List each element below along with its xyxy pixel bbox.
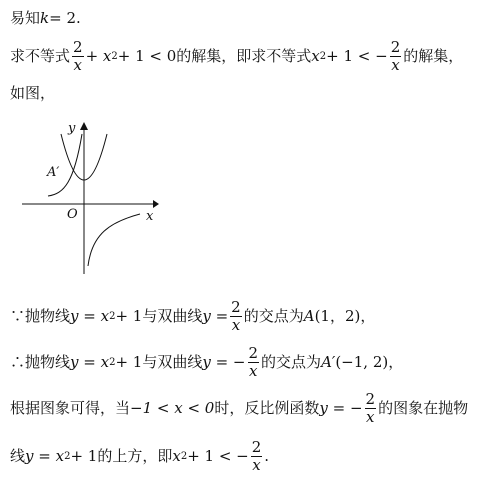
text: 线 [10, 447, 26, 465]
math: = 2 [49, 9, 76, 27]
numerator: 2 [73, 38, 83, 56]
line-7: 线 y = x 2 + 1 的上方，即 x 2 + 1 < − $\frac{2}{x}$ . [10, 438, 270, 474]
text: 的交点为 [243, 307, 304, 325]
numerator: 2 [231, 298, 241, 316]
text: . [76, 9, 81, 27]
fraction [72, 40, 84, 73]
math: A′ [321, 353, 336, 371]
text: ∵抛物线 [10, 307, 71, 325]
x-label: x [146, 209, 154, 224]
denominator: x [231, 316, 241, 334]
math: −1 < x < 0 [130, 399, 215, 417]
math: x [311, 47, 320, 65]
text: 的解集， [403, 47, 464, 65]
math: + 1 < − [326, 47, 388, 65]
line-2: 求不等式 $\frac{2}{x}$ + x 2 + 1 < 0 的解集，即求不等式 x 2 + 1 < − $\frac{2}{x}$ 的解集， [10, 38, 464, 74]
numerator: 2 [248, 344, 259, 362]
math: y = x [70, 307, 110, 325]
math: y = − [319, 399, 363, 417]
fraction [248, 346, 260, 379]
text: 时，反比例函数 [214, 399, 320, 417]
fraction [230, 300, 242, 333]
text: 根据图象可得，当 [10, 399, 131, 417]
fraction [390, 40, 402, 73]
y-label: y [68, 121, 76, 136]
denominator: x [391, 56, 400, 74]
line-6 [10, 392, 468, 425]
text: 的交点为 [261, 353, 322, 371]
math: A [303, 307, 315, 325]
numerator: 2 [390, 38, 401, 56]
math: y = x [25, 447, 65, 465]
fraction [365, 392, 377, 425]
math: (1，2) [314, 307, 361, 325]
text: ， [360, 307, 376, 325]
line-1 [10, 11, 81, 26]
point-label-a-prime: A′ [47, 165, 60, 180]
math: (−1, 2) [335, 353, 389, 371]
text: 易知 [10, 9, 41, 27]
fraction [251, 440, 263, 473]
denominator: x [73, 56, 83, 74]
numerator: 2 [251, 438, 262, 456]
text: ， [388, 353, 404, 371]
denominator: x [249, 362, 258, 380]
denominator: x [366, 408, 375, 426]
math: x [172, 447, 181, 465]
line-5: ∴抛物线 y = x 2 + 1 与双曲线 y = − $\frac{2}{x}$ 的交点为 A′ (−1, 2) ， [10, 344, 404, 380]
y-axis-arrow [80, 122, 88, 130]
hyperbola-right-branch [88, 214, 140, 266]
denominator: x [252, 456, 261, 474]
text: 如图， [10, 84, 56, 102]
text: ∴抛物线 [10, 353, 71, 371]
text: 求不等式 [10, 47, 71, 65]
text: 与双曲线 [142, 307, 203, 325]
text: 的图象在抛物 [378, 399, 469, 417]
line-4: ∵抛物线 y = x 2 + 1 与双曲线 y = $\frac{2}{x}$ 的交点为 A (1，2) ， [10, 298, 376, 334]
x-axis-arrow [153, 200, 159, 208]
numerator: 2 [365, 390, 376, 408]
math: + 1 [70, 447, 98, 465]
line-3 [10, 86, 55, 101]
graph [20, 114, 160, 279]
math: + 1 [115, 353, 143, 371]
math: + 1 < 0 [117, 47, 177, 65]
text: . [264, 447, 270, 465]
text: 的上方，即 [97, 447, 173, 465]
text: 与双曲线 [142, 353, 203, 371]
math: y = [202, 307, 229, 325]
math: + x [85, 47, 112, 65]
text: 的解集，即求不等式 [176, 47, 312, 65]
math: + 1 < − [187, 447, 249, 465]
math: k [40, 9, 50, 27]
math: + 1 [115, 307, 143, 325]
math: y = − [202, 353, 246, 371]
math: y = x [70, 353, 110, 371]
origin-label: O [67, 207, 78, 222]
